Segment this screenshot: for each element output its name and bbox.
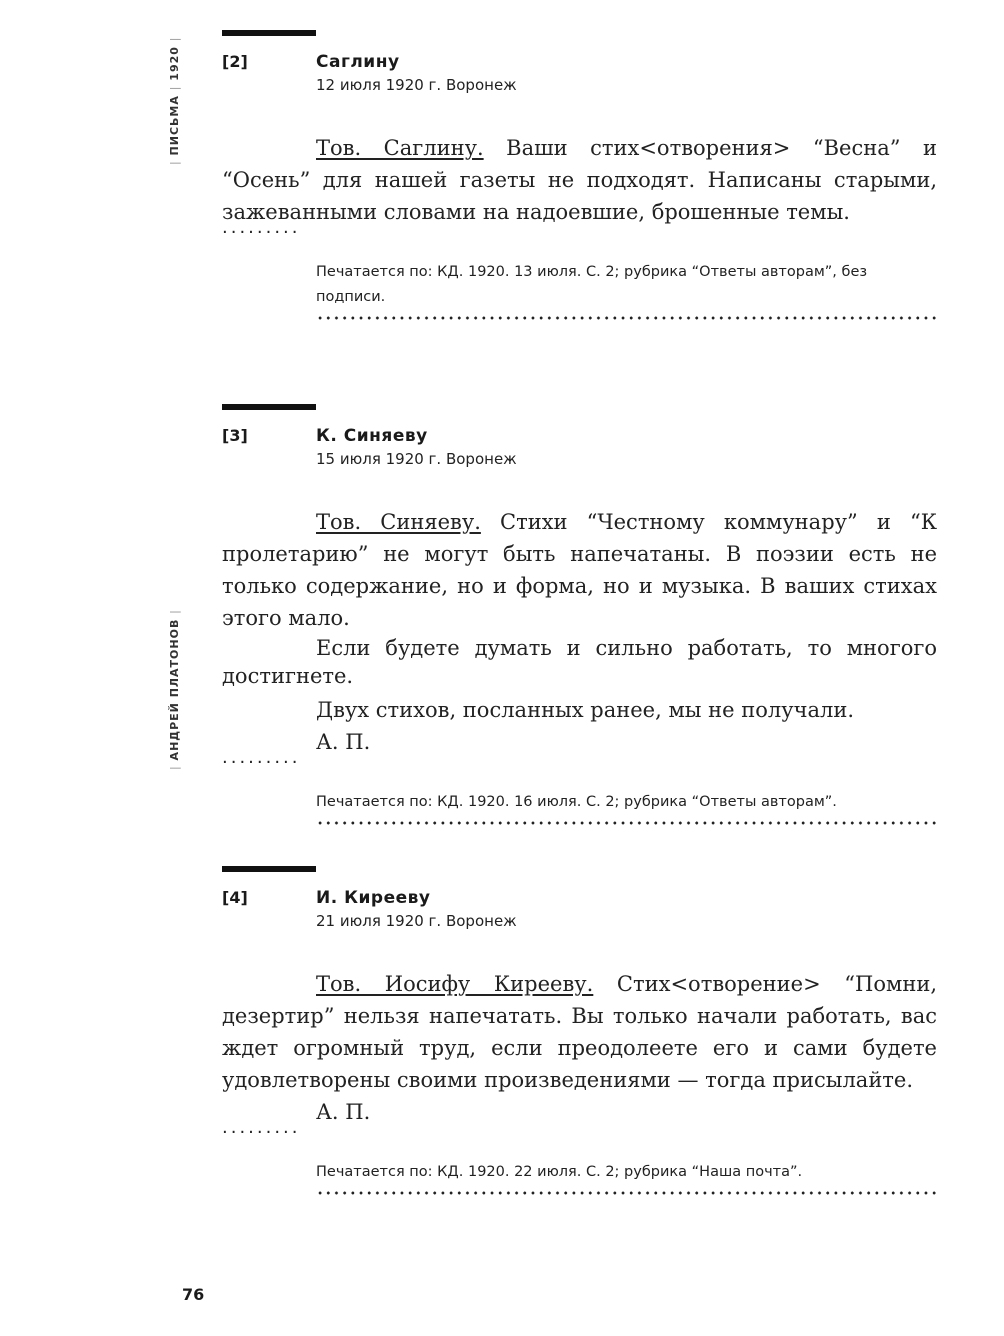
paragraph-text: Двух стихов, посланных ранее, мы не получали.	[316, 698, 855, 722]
letter-addressee: И. Кирееву	[316, 888, 431, 908]
dotted-separator: ·········	[222, 222, 301, 243]
letter-date: 21 июля 1920 г. Воронеж	[316, 912, 517, 930]
source-note: Печатается по: КД. 1920. 22 июля. С. 2; рубрика “Наша почта”.	[316, 1164, 803, 1180]
paragraph	[222, 506, 937, 634]
section-rule	[222, 404, 316, 410]
running-head-year: 1920	[168, 46, 181, 81]
separator: |	[168, 85, 181, 91]
source-note: Печатается по: КД. 1920. 13 июля. С. 2; рубрика “Ответы авторам”, без подписи.	[316, 264, 868, 305]
dotted-rule	[316, 316, 936, 320]
paragraph	[222, 132, 937, 228]
section-rule	[222, 866, 316, 872]
dotted-separator: ·········	[222, 1122, 301, 1143]
letter-body	[222, 968, 937, 1128]
section-rule	[222, 30, 316, 36]
page-number: 76	[182, 1285, 205, 1304]
letter-addressee: Саглину	[316, 52, 400, 72]
source-note: Печатается по: КД. 1920. 16 июля. С. 2; рубрика “Ответы авторам”.	[316, 794, 837, 810]
paragraph	[222, 634, 937, 690]
separator: |	[168, 160, 181, 165]
letter-section	[222, 866, 937, 1195]
running-head-author: АНДРЕЙ ПЛАТОНОВ	[168, 618, 181, 761]
running-head-bottom	[168, 609, 181, 770]
separator: |	[168, 36, 181, 42]
letter-date: 15 июля 1920 г. Воронеж	[316, 450, 517, 468]
paragraph-lead: Тов. Синяеву.	[316, 510, 481, 534]
letter-number: [4]	[222, 888, 248, 907]
paragraph-text: Если будете думать и сильно работать, то многого достигнете.	[222, 636, 937, 688]
running-head-top	[168, 37, 181, 166]
dotted-rule	[316, 821, 936, 825]
letter-date: 12 июля 1920 г. Воронеж	[316, 76, 517, 94]
separator: |	[168, 765, 181, 770]
letter-header	[222, 52, 937, 102]
running-head-section: ПИСЬМА	[168, 95, 181, 156]
paragraph-text: Стих<отворение> “Помни, дезертир” нельзя напечатать. Вы только начали работать, вас ждет огромный труд, если преодолеете его и сами будете удовлетворены своими произведениями — тогда присылайте.	[222, 972, 937, 1092]
letter-body	[222, 132, 937, 228]
paragraph-text: Ваши стих<отворения> “Весна” и “Осень” для нашей газеты не подходят. Написаны старыми, зажеванными словами на надоевшие, брошенные темы.	[222, 136, 938, 224]
letter-body	[222, 506, 937, 758]
paragraph-text: Стихи “Честному коммунару” и “К пролетарию” не могут быть напечатаны. В поэзии есть не только содержание, но и форма, но и музыка. В ваших стихах этого мало.	[222, 510, 937, 630]
letter-section	[222, 404, 937, 825]
letter-number: [3]	[222, 426, 248, 445]
paragraph-lead: Тов. Иосифу Кирееву.	[316, 972, 594, 996]
paragraph	[222, 968, 937, 1096]
dotted-rule	[316, 1191, 936, 1195]
letter-addressee: К. Синяеву	[316, 426, 428, 446]
signature: А. П.	[316, 1100, 371, 1124]
letter-number: [2]	[222, 52, 248, 71]
letter-section	[222, 30, 937, 320]
letter-header	[222, 888, 937, 938]
paragraph-lead: Тов. Саглину.	[316, 136, 484, 160]
signature: А. П.	[316, 730, 371, 754]
paragraph	[222, 694, 937, 726]
letter-header	[222, 426, 937, 476]
dotted-separator: ·········	[222, 752, 301, 773]
separator: |	[168, 609, 181, 614]
